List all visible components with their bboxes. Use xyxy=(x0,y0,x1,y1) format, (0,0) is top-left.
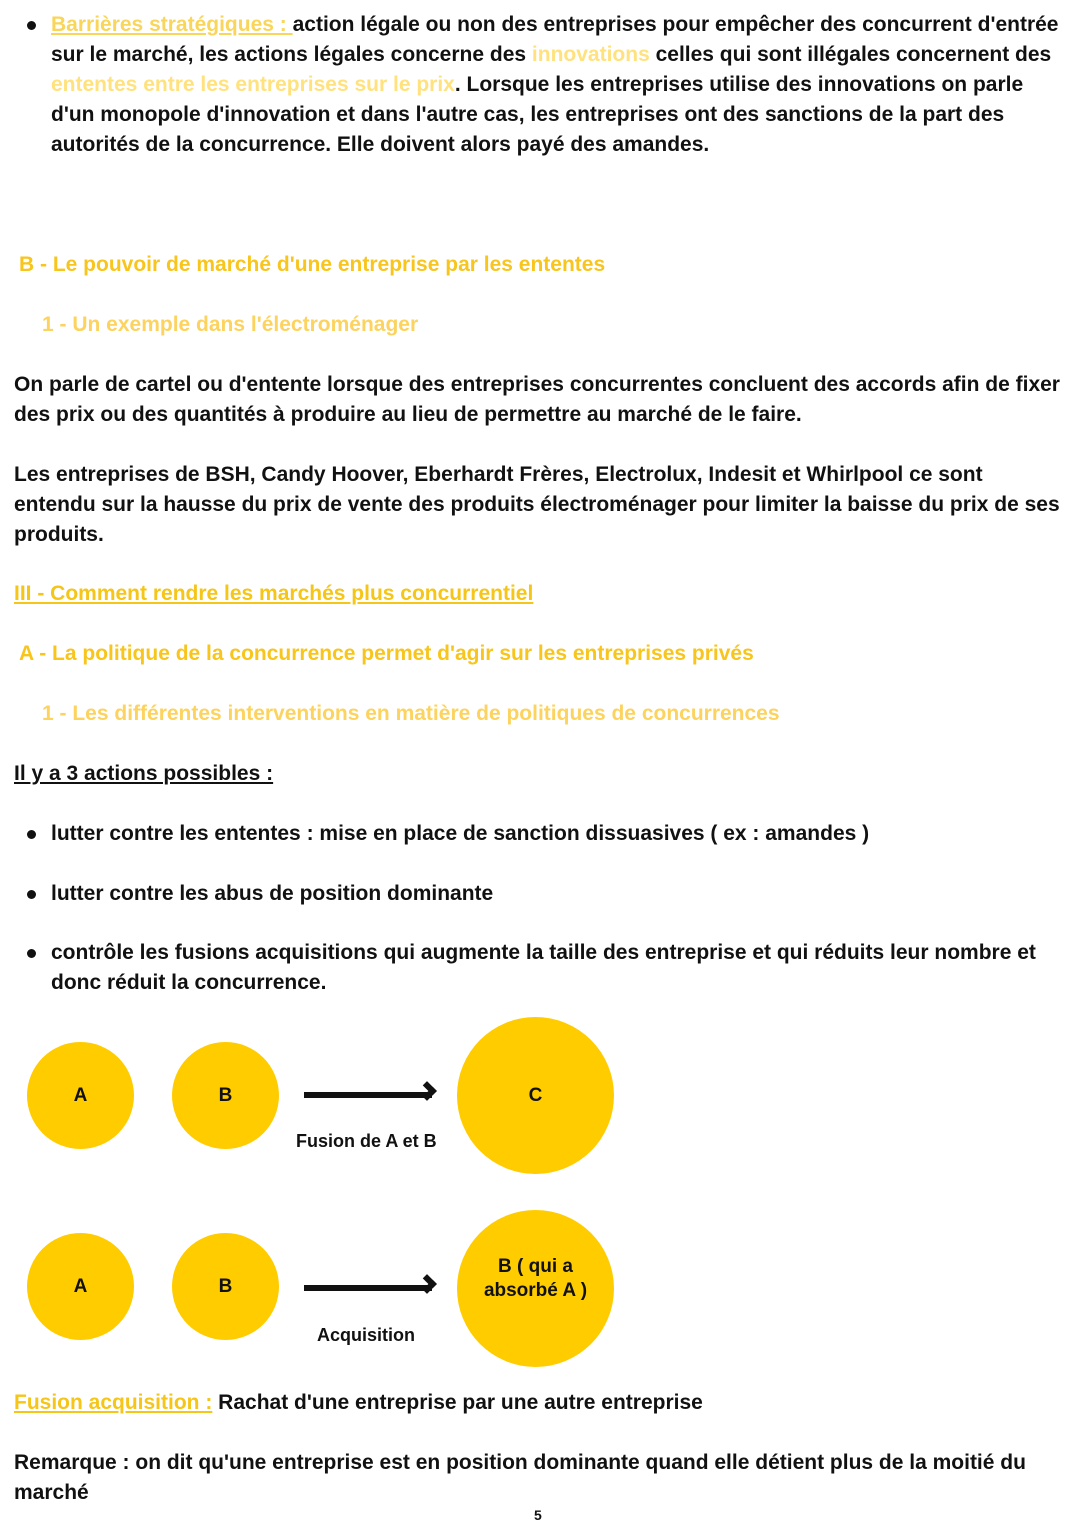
page-number: 5 xyxy=(534,1507,542,1523)
bullet-icon xyxy=(27,21,36,30)
remark: Remarque : on dit qu'une entreprise est en position dominante quand elle détient plus de la moitié du marché xyxy=(14,1451,1026,1504)
heading-b1: 1 - Un exemple dans l'électroménager xyxy=(42,313,419,336)
highlight: innovations xyxy=(531,43,650,66)
action-item: contrôle les fusions acquisitions qui augmente la taille des entreprise et qui réduits leur nombre et donc réduit la concurrence. xyxy=(51,941,1036,994)
company-a-circle: A xyxy=(27,1233,134,1340)
bullet-icon xyxy=(27,830,36,839)
heading-a: A - La politique de la concurrence permet d'agir sur les entreprises privés xyxy=(19,642,754,665)
company-b-circle: B xyxy=(172,1233,279,1340)
heading-b: B - Le pouvoir de marché d'une entreprise par les ententes xyxy=(19,253,606,276)
text: celles qui sont illégales concernent des xyxy=(649,43,1052,66)
heading-iii: III - Comment rendre les marchés plus concurrentiel xyxy=(14,582,534,605)
merger-caption: Fusion de A et B xyxy=(296,1131,437,1151)
text: action légale ou non des entreprises pour empêcher des concurrent d'entrée sur le marché, les actions légales concerne des xyxy=(51,13,1059,66)
strategic-barriers-paragraph xyxy=(51,10,1060,160)
cartel-paragraph: On parle de cartel ou d'entente lorsque des entreprises concurrentes concluent des accords afin de fixer des prix ou des quantités à produire au lieu de permettre au marché de le faire. xyxy=(14,373,1060,426)
bullet-icon xyxy=(27,949,36,958)
term: Fusion acquisition : xyxy=(14,1391,213,1414)
highlight: ententes entre les entreprises sur le prix xyxy=(51,73,455,96)
company-c-circle: C xyxy=(457,1017,614,1174)
company-b-circle: B xyxy=(172,1042,279,1149)
company-b-absorbed-circle: B ( qui a absorbé A ) xyxy=(457,1210,614,1367)
bullet-icon xyxy=(27,890,36,899)
action-item: lutter contre les abus de position dominante xyxy=(51,882,494,905)
example-paragraph: Les entreprises de BSH, Candy Hoover, Eberhardt Frères, Electrolux, Indesit et Whirlpool ce sont entendu sur la hausse du prix de vente des produits électroménager pour limiter la baisse du prix de ses produits. xyxy=(14,463,1060,546)
company-a-circle: A xyxy=(27,1042,134,1149)
actions-title: Il y a 3 actions possibles : xyxy=(14,762,274,785)
text: . Lorsque les entreprises utilise des innovations on parle d'un monopole d'innovation et dans l'autre cas, les entreprises ont des sanctions de la part des autorités de la concurrence. Elle doivent alors payé des amandes. xyxy=(51,73,1024,156)
acquisition-caption: Acquisition xyxy=(317,1325,415,1345)
heading-a1: 1 - Les différentes interventions en matière de politiques de concurrences xyxy=(42,702,780,725)
action-item: lutter contre les ententes : mise en place de sanction dissuasives ( ex : amandes ) xyxy=(51,822,870,845)
text: Rachat d'une entreprise par une autre entreprise xyxy=(212,1391,703,1414)
arrow-right-icon xyxy=(304,1285,432,1291)
arrow-right-icon xyxy=(304,1092,432,1098)
term: Barrières stratégiques : xyxy=(51,13,293,36)
definition xyxy=(14,1388,1060,1418)
